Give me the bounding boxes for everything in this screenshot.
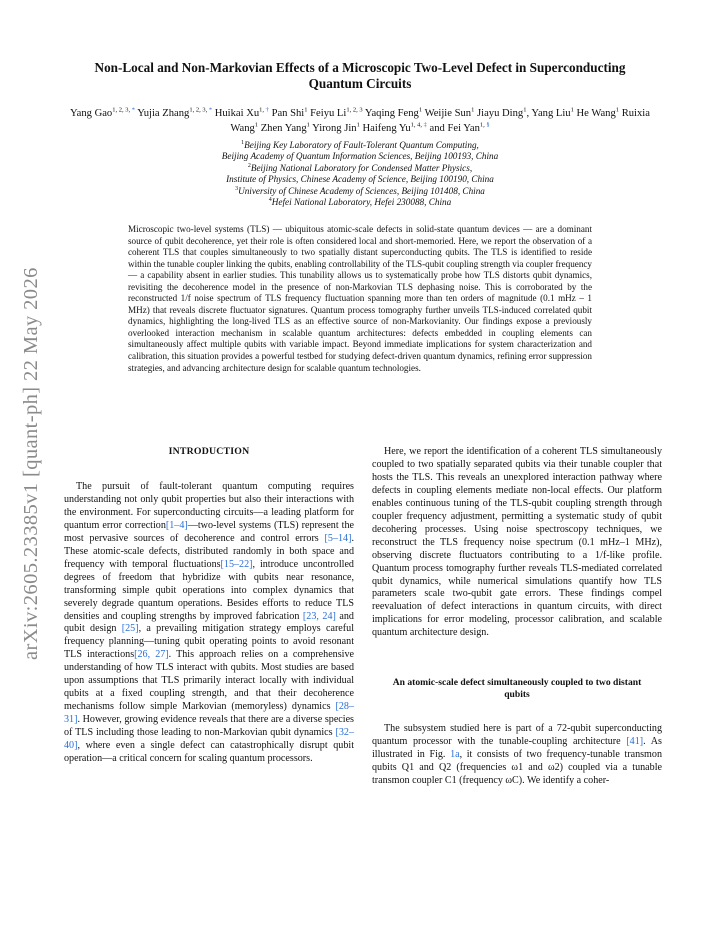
citation-link[interactable]: 1a (450, 749, 460, 761)
author-name: Fei Yan (447, 122, 480, 134)
author-footnote-link[interactable]: * (131, 106, 135, 114)
author-name: He Wang (576, 108, 616, 119)
affiliation-list (100, 140, 620, 208)
subsection-heading: An atomic-scale defect simultaneously coupled to two distant qubits (392, 677, 642, 700)
body-paragraph: The subsystem studied here is part of a 72-qubit superconducting quantum processor with the tunable-coupling architecture [41]. As illustrated in Fig. 1a, it consists of two frequency-tunable transmon qubits Q1 and Q2 (frequencies ω1 and ω2) coupled via a tunable transmon coupler C1 (frequency ωC). We identify a coher- (372, 723, 662, 787)
paper-title: Non-Local and Non-Markovian Effects of a Microscopic Two-Level Defect in Superconducting Quantum Circuits (94, 60, 626, 91)
author-affiliation-marker: 1, 2, 3 (346, 106, 363, 114)
author-affiliation-marker: 1 (615, 106, 620, 114)
arxiv-identifier-stamp[interactable]: arXiv:2605.23385v1 [quant-ph] 22 May 2026 (20, 267, 42, 660)
body-paragraph: Here, we report the identification of a coherent TLS simultaneously coupled to two spatially separated qubits via their tunable coupler that hosts the TLS. This reveals an unexplored interaction pathway where defects in coupling elements mediate non-local effects. Our platform enables continuous tuning of the TLS-qubit coupling strength through coupler frequency adjustment, permitting a systematic study of qubit decohering processes. Using noise spectroscopy techniques, we reconstruct the TLS frequency noise spectrum (0.1 mHz–1 MHz), observing discrete fluctuators contributing to a 1/f-like profile. Quantum process tomography further reveals TLS-mediated correlated qubit dynamics, while numerical simulations quantify how TLS parameters scale two-qubit gate errors. These findings compel reevaluation of defect interactions in quantum circuits, with direct implications for error modeling, processor calibration, and scalable quantum architecture design. (372, 446, 662, 639)
author-footnote-link[interactable]: * (208, 106, 213, 114)
left-column (64, 446, 354, 766)
author-name: Yang Liu (531, 108, 571, 119)
section-heading-introduction: INTRODUCTION (168, 446, 250, 457)
author-name: Yang Gao (70, 108, 113, 119)
author-name: Weijie Sun (424, 108, 472, 119)
affiliation-line: $^4$Hefei National Laboratory, Hefei 230088, China (268, 196, 452, 208)
author-affiliation-marker: 1, 2, 3, * (189, 106, 213, 114)
author-affiliation-marker: 1 (418, 106, 423, 114)
author-list: Yang Gao$^{1, 2, 3, *}$ Yujia Zhang$^{1, 2, 3, *}$ Huikai $Xu^{1, \dagger}$ Pan Shi$^1$ Feiyu Li$^{1, 2, 3}$ Yaqing Feng$^1$ Weijie Sun$^1$ Jiayu Ding$^1$, Yang Liu$^1$ He Wang$^1$ Ruixia Wang$^1$ Zhen Yang$^1$ Yirong Jin$^1$ Haifeng $Yu^{1, 4, \ddagger}$ and Fei Yan$^{1, \S}$ (70, 106, 650, 134)
affiliation-line: $^3$University of Chinese Academy of Sciences, Beijing 101408, China (235, 185, 485, 196)
affiliation-line: $^2$Beijing National Laboratory for Condensed Matter Physics, (247, 162, 473, 173)
author-affiliation-marker: 1 (471, 106, 475, 114)
author-footnote-link[interactable]: † (265, 106, 269, 114)
author-affiliation-marker: 1, † (259, 106, 269, 114)
right-column (372, 446, 662, 788)
author-affiliation-marker: 1 (304, 106, 308, 114)
intro-paragraph: The pursuit of fault-tolerant quantum computing requires understanding not only qubit properties but also their interactions with the environment. For superconducting circuits—a leading platform for quantum error correction[1–4]—two-level systems (TLS) represent the most pervasive sources of decoherence and control errors [5–14]. These atomic-scale defects, distributed randomly in both space and frequency with temporal fluctuations[15–22], introduce uncontrolled degrees of freedom that hybridize with qubits near resonance, transforming simple qubit operations into complex dynamics that severely degrade quantum operations. Besides efforts to reduce TLS densities and coupling strengths by improved fabrication [23, 24] and qubit design [25], a prevailing mitigation strategy employs careful frequency planning—tuning qubit operating points to avoid resonant TLS interactions[26, 27]. This approach relies on a comprehensive understanding of how TLS interact with qubits. Most studies are based upon assumptions that TLS primarily interact locally with individual qubits at a fixed coupling strength, and that their decoherence mechanisms follow simple Markovian (memoryless) dynamics [28–31]. However, growing evidence reveals that there are a diverse species of TLS including those leading to non-Markovian qubit dynamics [32–40], where even a single defect can catastrophically disrupt qubit operation—a critical concern for scaling quantum processors. (64, 481, 355, 765)
author-affiliation-marker: 1 (523, 106, 527, 114)
author-affiliation-marker: 1 (306, 120, 310, 128)
affiliation-line: $^1$Beijing Key Laboratory of Fault-Tolerant Quantum Computing, (241, 139, 479, 150)
author-name: Jiayu Ding (477, 108, 524, 119)
author-name: Feiyu Li (310, 108, 347, 119)
affiliation-line: Institute of Physics, Chinese Academy of Science, Beijing 100190, China (226, 174, 494, 185)
citation-link[interactable]: [5–14] (324, 532, 352, 544)
author-affiliation-marker: 1 (570, 106, 574, 114)
author-footnote-link[interactable]: ‡ (423, 120, 427, 128)
author-name: Huikai Xu (214, 108, 260, 119)
abstract: Microscopic two-level systems (TLS) — ubiquitous atomic-scale defects in solid-state quantum devices — are a dominant source of qubit decoherence, yet their role is often considered local and short-memoried. Here, we report the observation of a coherent TLS that couples simultaneously to two spatially distant superconducting qubits. The TLS is identified to reside within the tunable coupler linking the qubits, enabling controllability of the TLS-qubit coupling strength via coupler frequency — a capability absent in earlier studies. This tunability allows us to systematically probe how TLS distorts qubit dynamics, revisiting the decoherence model in the presence of non-Markovian TLS dephasing noise. This is corroborated by the reconstructed 1/f noise spectrum of TLS frequency fluctuation spanning more than ten orders of magnitude (0.1 mHz – 1 MHz) that reveals discrete fluctuator signatures. Quantum process tomography further unveils TLS-induced correlated qubit dynamics, highlighting the long-lived TLS as an effective source of non-Markovianity. Our findings expose a previously overlooked interaction mechanism in scalable quantum architectures: defects embedded in coupling elements can simultaneously affect multiple qubits with variable impact. Beyond immediate implications for system characterization and calibration, this situation provides a powerful testbed for studying defect-driven quantum dynamics, refining error suppression strategies, and advancing architecture design for scalable quantum technologies. (128, 224, 592, 373)
citation-link[interactable]: [32–40] (64, 727, 354, 752)
citation-link[interactable]: [15–22] (220, 558, 253, 570)
author-affiliation-marker: 1, 2, 3, * (112, 106, 135, 114)
author-name: Zhen Yang (260, 122, 307, 134)
citation-link[interactable]: [1–4] (165, 519, 188, 531)
citation-link[interactable]: [41] (626, 736, 644, 748)
author-name: Yujia Zhang (137, 108, 190, 119)
author-affiliation-marker: 1, 4, ‡ (410, 120, 427, 128)
author-affiliation-marker: 1 (356, 120, 360, 128)
citation-link[interactable]: [28–31] (64, 701, 354, 726)
affiliation-line: Beijing Academy of Quantum Information Sciences, Beijing 100193, China (221, 151, 499, 162)
author-name: Haifeng Yu (362, 122, 411, 134)
author-affiliation-marker: 1, § (479, 120, 490, 128)
citation-link[interactable]: [23, 24] (302, 610, 336, 622)
author-name: Ruixia Wang (230, 108, 650, 134)
author-name: Yirong Jin (312, 122, 357, 134)
author-name: Pan Shi (271, 108, 305, 119)
author-footnote-link[interactable]: § (486, 120, 490, 128)
author-affiliation-marker: 1 (254, 120, 259, 128)
citation-link[interactable]: [25] (121, 623, 139, 635)
author-name: Yaqing Feng (364, 108, 419, 119)
citation-link[interactable]: [26, 27] (134, 649, 169, 661)
